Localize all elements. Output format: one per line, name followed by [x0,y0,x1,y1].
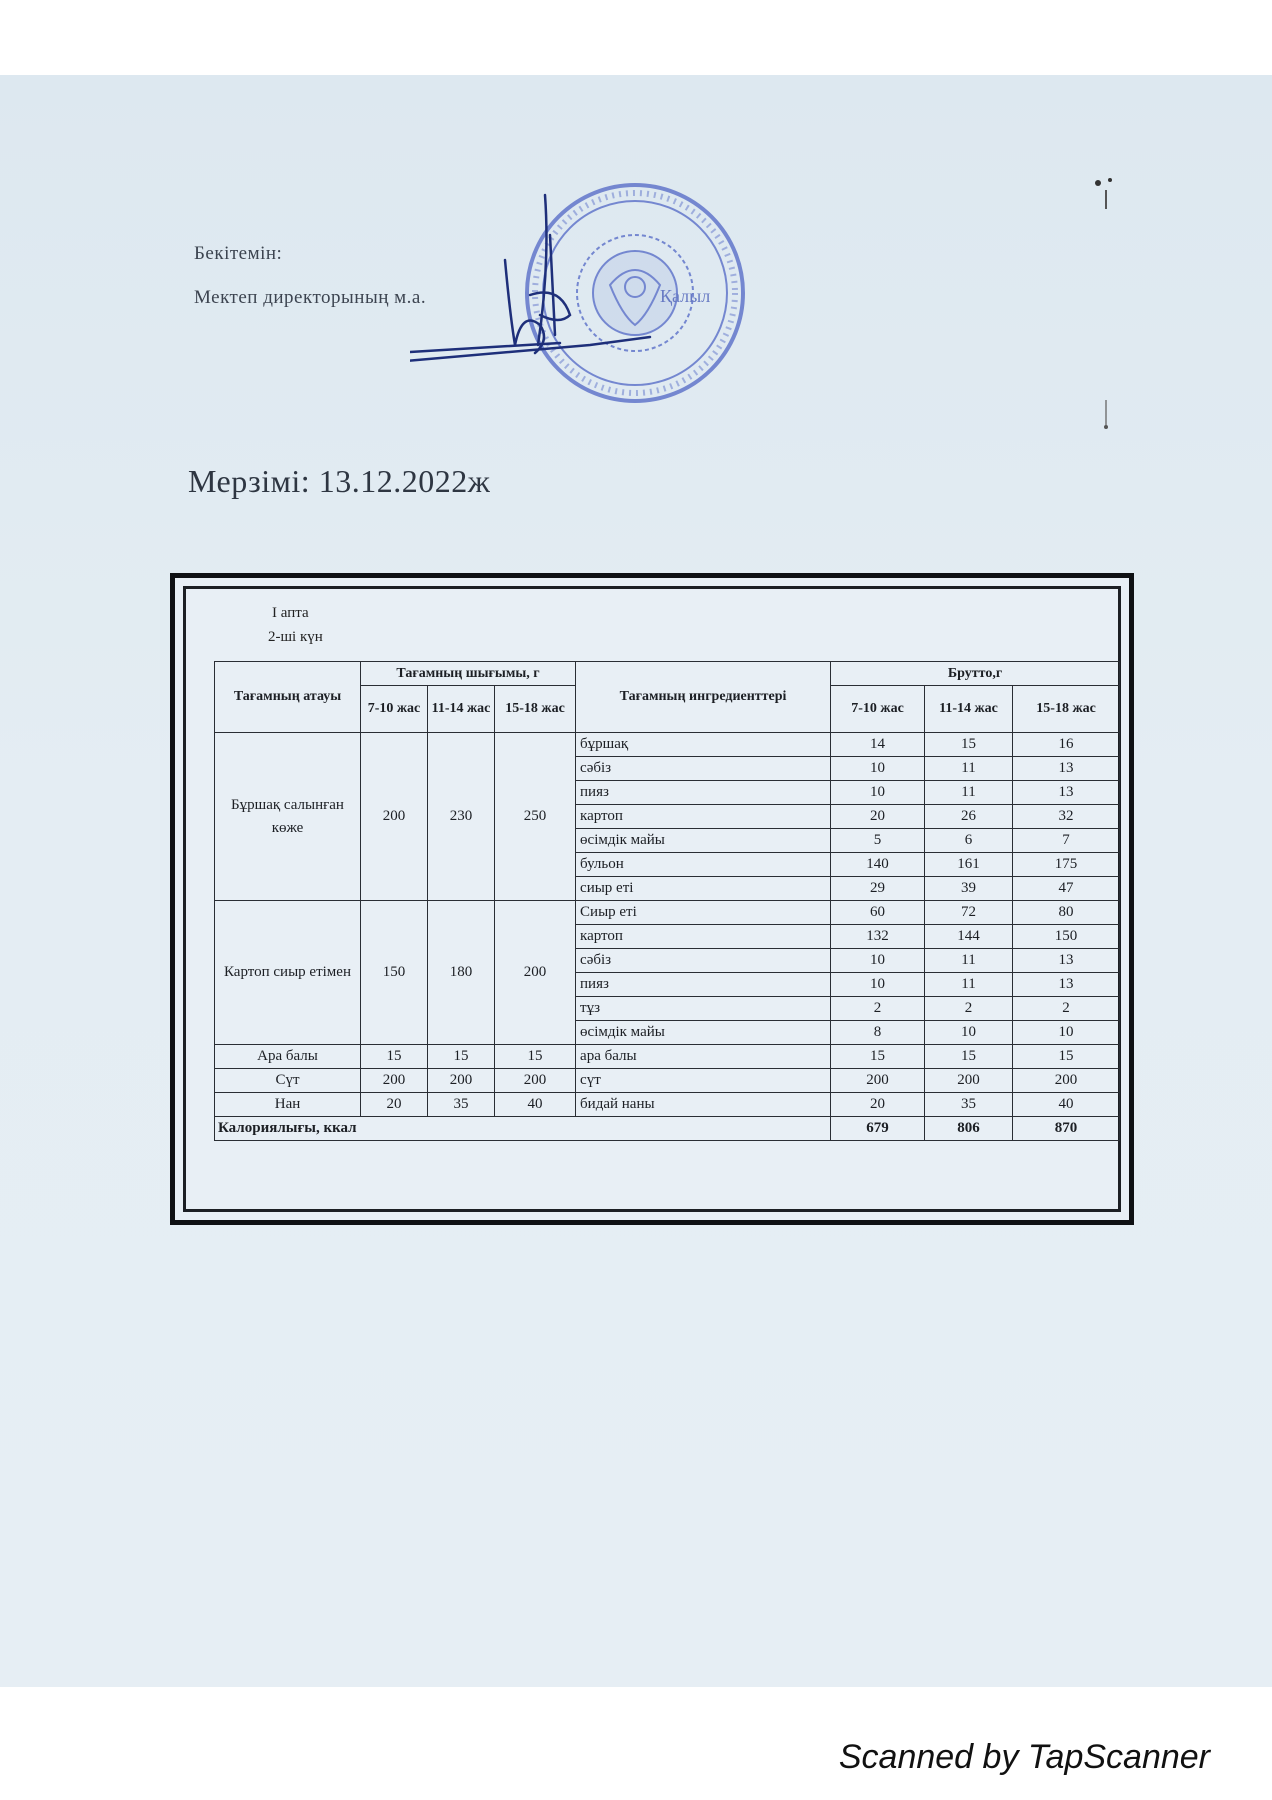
brutto-value-cell: 200 [925,1069,1013,1093]
brutto-value-cell: 144 [925,925,1013,949]
header-output: Тағамның шығымы, г [361,662,576,686]
brutto-value-cell: 10 [831,973,925,997]
total-row [215,1117,1120,1141]
ingredient-name-cell: пияз [576,781,831,805]
dish-output-cell: 20 [361,1093,428,1117]
stamp-name: Қалыл [660,286,711,306]
ingredient-name-cell: сәбіз [576,949,831,973]
brutto-value-cell: 13 [1013,973,1120,997]
brutto-value-cell: 2 [831,997,925,1021]
dish-output-cell: 200 [428,1069,495,1093]
brutto-value-cell: 32 [1013,805,1120,829]
brutto-value-cell: 72 [925,901,1013,925]
brutto-value-cell: 14 [831,733,925,757]
ingredient-name-cell: бульон [576,853,831,877]
brutto-value-cell: 140 [831,853,925,877]
dish-output-cell: 200 [361,1069,428,1093]
dish-name-cell: Нан [215,1093,361,1117]
table-row [215,1045,1120,1069]
brutto-value-cell: 10 [925,1021,1013,1045]
dish-output-cell: 250 [495,733,576,901]
brutto-value-cell: 15 [925,733,1013,757]
dish-output-cell: 35 [428,1093,495,1117]
brutto-value-cell: 200 [831,1069,925,1093]
header-output-age: 11-14 жас [428,686,495,733]
ingredient-name-cell: өсімдік майы [576,829,831,853]
dish-output-cell: 200 [495,1069,576,1093]
header-ingredients: Тағамның ингредиенттері [576,662,831,733]
calories-label: Калориялығы, ккал [215,1117,831,1141]
dish-output-cell: 200 [361,733,428,901]
dish-name-cell: Картоп сиыр етімен [215,901,361,1045]
table-row [215,733,1120,757]
brutto-value-cell: 60 [831,901,925,925]
dish-name-cell: Бұршақ салынған көже [215,733,361,901]
dish-output-cell: 180 [428,901,495,1045]
ingredient-name-cell: картоп [576,805,831,829]
dish-output-cell: 40 [495,1093,576,1117]
dish-output-cell: 230 [428,733,495,901]
brutto-value-cell: 11 [925,781,1013,805]
dish-output-cell: 200 [495,901,576,1045]
brutto-value-cell: 40 [1013,1093,1120,1117]
scanned-sheet [0,75,1272,1687]
brutto-value-cell: 6 [925,829,1013,853]
dish-output-cell: 150 [361,901,428,1045]
brutto-value-cell: 7 [1013,829,1120,853]
ingredient-name-cell: сәбіз [576,757,831,781]
ingredient-name-cell: Сиыр еті [576,901,831,925]
approval-title: Бекітемін: [194,243,283,264]
brutto-value-cell: 15 [925,1045,1013,1069]
ingredient-name-cell: тұз [576,997,831,1021]
week-label: I апта [272,605,309,621]
brutto-value-cell: 5 [831,829,925,853]
ingredient-name-cell: сүт [576,1069,831,1093]
brutto-value-cell: 2 [1013,997,1120,1021]
menu-table-body [215,662,1120,1141]
brutto-value-cell: 16 [1013,733,1120,757]
day-label: 2-ші күн [268,629,323,645]
brutto-value-cell: 47 [1013,877,1120,901]
official-stamp-and-signature [410,175,770,435]
ingredient-name-cell: бидай наны [576,1093,831,1117]
header-brutto-age: 11-14 жас [925,686,1013,733]
header-brutto-age: 7-10 жас [831,686,925,733]
table-row [215,1093,1120,1117]
brutto-value-cell: 11 [925,757,1013,781]
header-output-age: 7-10 жас [361,686,428,733]
menu-frame [170,573,1134,1225]
brutto-value-cell: 10 [1013,1021,1120,1045]
approval-line: Мектеп директорының м.а. [194,287,427,308]
scan-specks [1080,175,1120,435]
dish-output-cell: 15 [495,1045,576,1069]
brutto-value-cell: 20 [831,805,925,829]
ingredient-name-cell: бұршақ [576,733,831,757]
brutto-value-cell: 80 [1013,901,1120,925]
dish-name-cell: Ара балы [215,1045,361,1069]
brutto-value-cell: 11 [925,973,1013,997]
calories-value-cell: 806 [925,1117,1013,1141]
brutto-value-cell: 161 [925,853,1013,877]
header-brutto: Брутто,г [831,662,1120,686]
brutto-value-cell: 39 [925,877,1013,901]
brutto-value-cell: 11 [925,949,1013,973]
brutto-value-cell: 10 [831,949,925,973]
brutto-value-cell: 15 [1013,1045,1120,1069]
table-row [215,1069,1120,1093]
date-line: Мерзімі: 13.12.2022ж [188,463,491,499]
dish-name-cell: Сүт [215,1069,361,1093]
menu-frame-inner [183,586,1121,1212]
dish-output-cell: 15 [428,1045,495,1069]
brutto-value-cell: 35 [925,1093,1013,1117]
brutto-value-cell: 175 [1013,853,1120,877]
ingredient-name-cell: өсімдік майы [576,1021,831,1045]
table-row [215,901,1120,925]
brutto-value-cell: 20 [831,1093,925,1117]
menu-table [214,661,1120,1141]
brutto-value-cell: 26 [925,805,1013,829]
brutto-value-cell: 132 [831,925,925,949]
brutto-value-cell: 13 [1013,781,1120,805]
brutto-value-cell: 29 [831,877,925,901]
brutto-value-cell: 2 [925,997,1013,1021]
scanner-watermark: Scanned by TapScanner [838,1738,1210,1776]
header-dish-name: Тағамның атауы [215,662,361,733]
calories-value-cell: 870 [1013,1117,1120,1141]
brutto-value-cell: 150 [1013,925,1120,949]
dish-output-cell: 15 [361,1045,428,1069]
brutto-value-cell: 200 [1013,1069,1120,1093]
header-brutto-age: 15-18 жас [1013,686,1120,733]
brutto-value-cell: 10 [831,757,925,781]
brutto-value-cell: 10 [831,781,925,805]
header-row-1 [215,662,1120,686]
brutto-value-cell: 13 [1013,757,1120,781]
round-stamp [527,185,743,401]
calories-value-cell: 679 [831,1117,925,1141]
brutto-value-cell: 8 [831,1021,925,1045]
ingredient-name-cell: картоп [576,925,831,949]
ingredient-name-cell: ара балы [576,1045,831,1069]
brutto-value-cell: 13 [1013,949,1120,973]
ingredient-name-cell: сиыр еті [576,877,831,901]
ingredient-name-cell: пияз [576,973,831,997]
header-output-age: 15-18 жас [495,686,576,733]
brutto-value-cell: 15 [831,1045,925,1069]
